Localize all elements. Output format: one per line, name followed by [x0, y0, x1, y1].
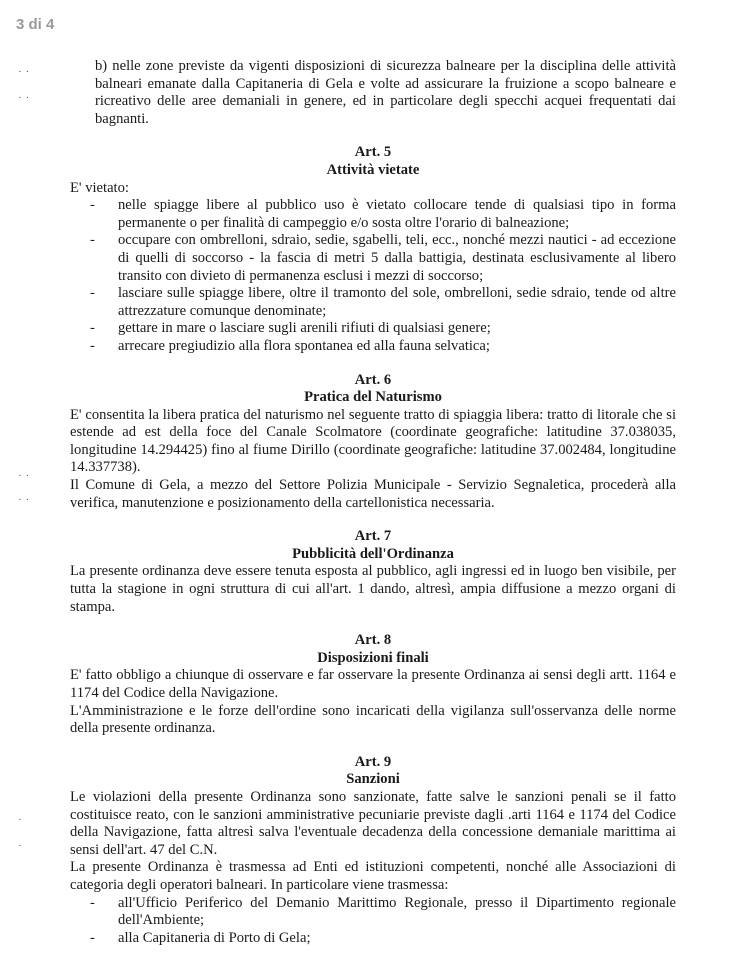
list-item: - occupare con ombrelloni, sdraio, sedie, sgabelli, teli, ecc., nonché mezzi nautici - ad eccezione di quelli di soccorso - la fascia di metri 5 dalla battigia, destinata esclusivamente al libero transito con divieto di permanenza esclusi i mezzi di soccorso; [70, 232, 676, 285]
list-item: - alla Capitaneria di Porto di Gela; [70, 930, 676, 948]
page-indicator: 3 di 4 [16, 16, 55, 33]
article-title: Sanzioni [346, 771, 400, 788]
document-page [70, 58, 676, 947]
list-item: - gettare in mare o lasciare sugli arenili rifiuti di qualsiasi genere; [70, 320, 676, 338]
article-number: Art. 7 [354, 528, 392, 545]
article-title: Disposizioni finali [317, 649, 429, 666]
scan-mark: ·· [18, 92, 34, 104]
article-lead: E' vietato: [70, 179, 129, 196]
list-item: - nelle spiagge libere al pubblico uso è vietato collocare tende di qualsiasi tipo in forma permanente o per finalità di campeggio e/o sosta oltre l'orario di balneazione; [70, 197, 676, 232]
scan-mark: · [18, 814, 26, 826]
article-number: Art. 8 [354, 632, 392, 649]
scan-mark: ·· [18, 494, 34, 506]
article-number: Art. 9 [354, 753, 392, 770]
list-item: - arrecare pregiudizio alla flora spontanea ed alla fauna selvatica; [70, 338, 676, 356]
article-paragraph: E' consentita la libera pratica del naturismo nel seguente tratto di spiaggia libera: tratto di litorale che si estende ad est della foce del Canale Scolmatore (coordinate geografiche: latitudine 37.038035, longitudine 14.294425) fino al fiume Dirillo (coordinate geografiche: latitudine 37.002484, longitudine 14.337738). [70, 406, 676, 476]
intro-paragraph: b) nelle zone previste da vigenti disposizioni di sicurezza balneare per la disciplina delle attività balneari emanate dalla Capitaneria di Gela e volte ad assicurare la fruizione a scopo balneare e ricreativo delle aree demaniali in genere, ed in particolare degli specchi acquei frequentati dai bagnanti. [95, 58, 676, 127]
article-paragraph: La presente Ordinanza è trasmessa ad Enti ed istituzioni competenti, nonché alle Associazioni di categoria degli operatori balneari. In particolare viene trasmessa: [70, 859, 676, 893]
article-title: Pratica del Naturismo [304, 389, 442, 406]
list-item: - lasciare sulle spiagge libere, oltre il tramonto del sole, ombrelloni, sedie sdraio, tende od altre attrezzature comunque denominate; [70, 285, 676, 320]
list-item: - all'Ufficio Periferico del Demanio Marittimo Regionale, presso il Dipartimento regionale dell'Ambiente; [70, 895, 676, 930]
article-paragraph: Le violazioni della presente Ordinanza sono sanzionate, fatte salve le sanzioni penali se il fatto costituisce reato, con le sanzioni amministrative pecuniarie previste dagli .arti 1164 e 1174 del Codice della Navigazione, fatta altresì salva l'eventuale decadenza della concessione demaniale marittima ai sensi dell'art. 47 del C.N. [70, 788, 676, 858]
article-title: Pubblicità dell'Ordinanza [292, 545, 454, 562]
recipient-list [70, 895, 676, 948]
scan-mark: ·· [18, 66, 34, 78]
article-paragraph: E' fatto obbligo a chiunque di osservare e far osservare la presente Ordinanza ai sensi degli artt. 1164 e 1174 del Codice della Navigazione. [70, 667, 676, 701]
prohibition-list [70, 197, 676, 355]
scan-mark: ·· [18, 470, 34, 482]
article-number: Art. 6 [354, 371, 392, 388]
scan-mark: · [18, 840, 26, 852]
article-number: Art. 5 [354, 144, 392, 161]
article-paragraph: L'Amministrazione e le forze dell'ordine sono incaricati della vigilanza sull'osservanza delle norme della presente ordinanza. [70, 702, 676, 737]
article-title: Attività vietate [326, 161, 420, 178]
article-paragraph: La presente ordinanza deve essere tenuta esposta al pubblico, agli ingressi ed in luogo ben visibile, per tutta la stagione in ogni struttura di cui all'art. 1 dando, altresì, ampia diffusione a mezzo organi di stampa. [70, 563, 676, 615]
article-paragraph: Il Comune di Gela, a mezzo del Settore Polizia Municipale - Servizio Segnaletica, procederà alla verifica, manutenzione e posizionamento della cartellonistica necessaria. [70, 477, 676, 511]
